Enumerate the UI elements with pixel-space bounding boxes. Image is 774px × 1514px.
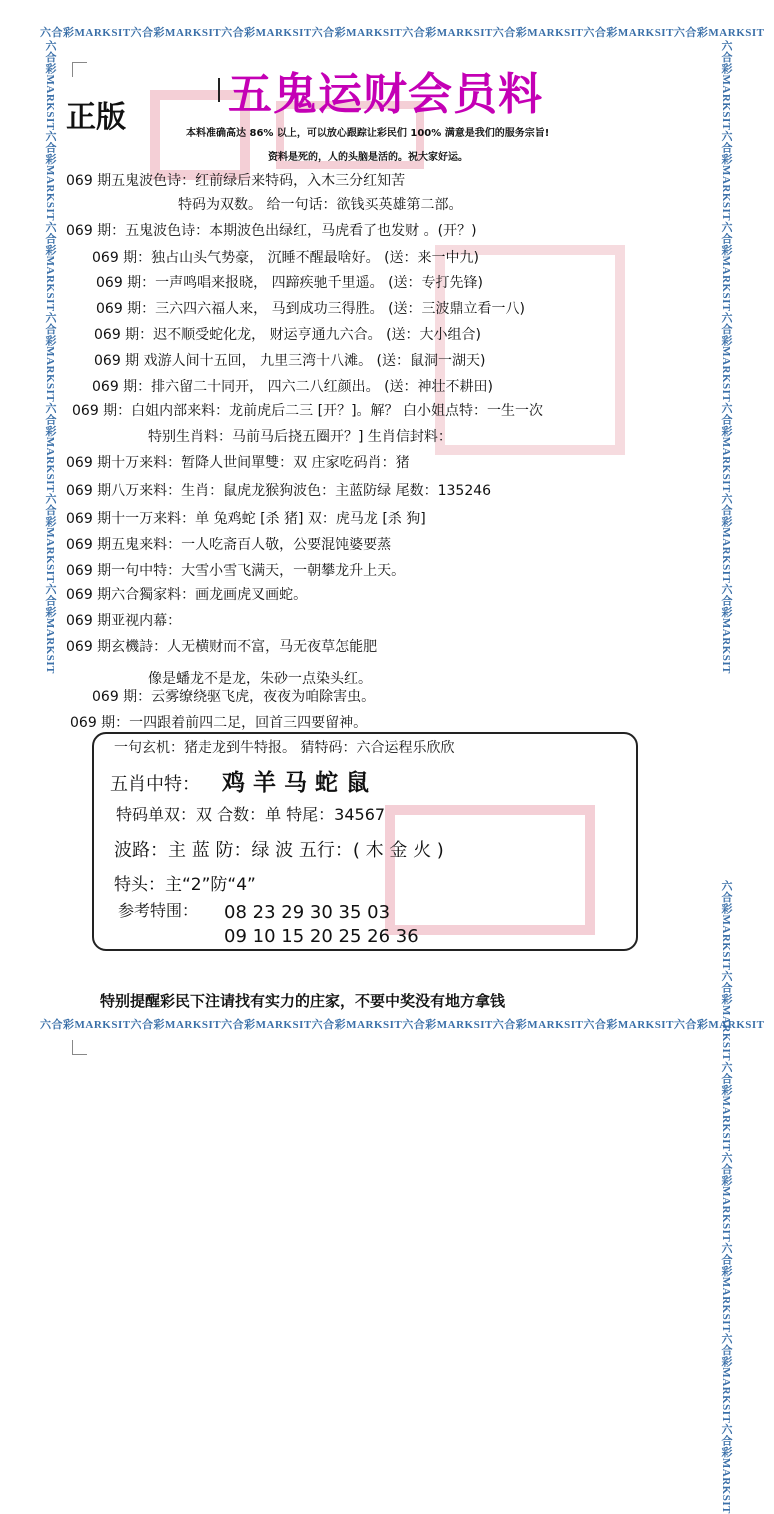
content-line: 069 期玄機詩：人无横财而不富，马无夜草怎能肥 <box>66 639 378 655</box>
content-line: 特码为双数。 给一句话：欲钱买英雄第二部。 <box>178 197 463 213</box>
edition-badge: 正版 <box>66 100 126 135</box>
content-line: 069 期一句中特：大雪小雪飞满天，一朝攀龙升上天。 <box>66 563 406 579</box>
odd-even-line: 特码单双：双 合数：单 特尾：34567 <box>116 805 386 824</box>
content-line: 069 期亚视内幕： <box>66 613 182 629</box>
left-border-watermark: 六合彩MARKSIT六合彩MARKSIT六合彩MARKSIT六合彩MARKSIT六合彩MARKSIT六合彩MARKSIT六合彩MARKSIT <box>44 40 56 674</box>
content-line: 069 期：一四跟着前四二足，回首三四要留神。 <box>70 715 368 731</box>
content-line: 069 期 戏游人间十五回， 九里三湾十八滩。 (送：鼠洞一湖天) <box>94 353 486 369</box>
content-line: 069 期十一万来料：单 兔鸡蛇 [杀 猪] 双：虎马龙 [杀 狗] <box>66 511 426 527</box>
subtitle-luck: 资料是死的，人的头脑是活的。祝大家好运。 <box>268 152 468 163</box>
content-line: 069 期：云雾缭绕驱飞虎，夜夜为咱除害虫。 <box>92 689 376 705</box>
content-line: 069 期：独占山头气势豪， 沉睡不醒最啥好。 (送：来一中九) <box>92 250 479 266</box>
crop-mark <box>72 62 87 77</box>
content-line: 像是蟠龙不是龙，朱砂一点染头红。 <box>148 671 372 687</box>
content-line: 069 期：五鬼波色诗：本期波色出绿红，马虎看了也发财 。(开？) <box>66 223 477 239</box>
content-line: 069 期：迟不顺受蛇化龙， 财运亨通九六合。 (送：大小组合) <box>94 327 481 343</box>
right-border-watermark: 六合彩MARKSIT六合彩MARKSIT六合彩MARKSIT六合彩MARKSIT六合彩MARKSIT六合彩MARKSIT六合彩MARKSIT <box>720 40 732 674</box>
footer-notice: 特别提醒彩民下注请找有实力的庄家，不要中奖没有地方拿钱 <box>100 992 506 1010</box>
content-line: 069 期：排六留二十同开， 四六二八红颜出。 (送：神壮不耕田) <box>92 379 493 395</box>
right-border-watermark-lower: 六合彩MARKSIT六合彩MARKSIT六合彩MARKSIT六合彩MARKSIT六合彩MARKSIT六合彩MARKSIT六合彩MARKSIT <box>720 880 732 1514</box>
riddle-line: 一句玄机：猪走龙到牛特报。 猜特码：六合运程乐欣欣 <box>114 740 455 756</box>
top-border-watermark: 六合彩MARKSIT六合彩MARKSIT六合彩MARKSIT六合彩MARKSIT六合彩MARKSIT六合彩MARKSIT六合彩MARKSIT六合彩MARKSIT <box>40 27 765 39</box>
bottom-border-watermark: 六合彩MARKSIT六合彩MARKSIT六合彩MARKSIT六合彩MARKSIT六合彩MARKSIT六合彩MARKSIT六合彩MARKSIT六合彩MARKSIT <box>40 1019 765 1031</box>
reference-row-1: 08 23 29 30 35 03 <box>224 902 391 923</box>
page-title: 五鬼运财会员料 <box>228 69 543 120</box>
crop-mark <box>72 1040 87 1055</box>
content-line: 069 期八万来料：生肖：鼠虎龙猴狗波色：主蓝防绿 尾数：135246 <box>66 483 492 499</box>
subtitle-guarantee: 本料准确高达 86% 以上，可以放心跟踪让彩民们 100% 满意是我们的服务宗旨! <box>186 128 550 139</box>
content-line: 069 期十万来料：暂降人世间單雙：双 庄家吃码肖：猪 <box>66 455 410 471</box>
content-line: 069 期：一声鸣唱来报晓， 四蹄疾驰千里遥。 (送：专打先锋) <box>96 275 483 291</box>
content-line: 069 期：三六四六福人来， 马到成功三得胜。 (送：三波鼎立看一八) <box>96 301 525 317</box>
reference-label: 参考特围： <box>118 901 199 920</box>
wave-line: 波路：主 蓝 防：绿 波 五行：( 木 金 火 ) <box>114 840 444 861</box>
title-divider <box>218 78 220 102</box>
reference-row-2: 09 10 15 20 25 26 36 <box>224 926 419 947</box>
content-line: 069 期五鬼波色诗：红前绿后来特码，入木三分红知苦 <box>66 173 406 189</box>
five-zodiac-label: 五肖中特： <box>110 774 200 795</box>
content-line: 069 期：白姐内部来料：龙前虎后二三 [开？]。解？ 白小姐点特：一生一次 <box>72 403 543 419</box>
content-line: 特别生肖料：马前马后挠五圈开？] 生肖信封料： <box>148 429 452 445</box>
content-line: 069 期六合獨家料：画龙画虎叉画蛇。 <box>66 587 308 603</box>
content-line: 069 期五鬼来料：一人吃斋百人敬，公要混饨婆要蒸 <box>66 537 392 553</box>
five-zodiac-values: 鸡 羊 马 蛇 鼠 <box>222 770 370 796</box>
head-line: 特头：主“2”防“4” <box>114 875 256 895</box>
